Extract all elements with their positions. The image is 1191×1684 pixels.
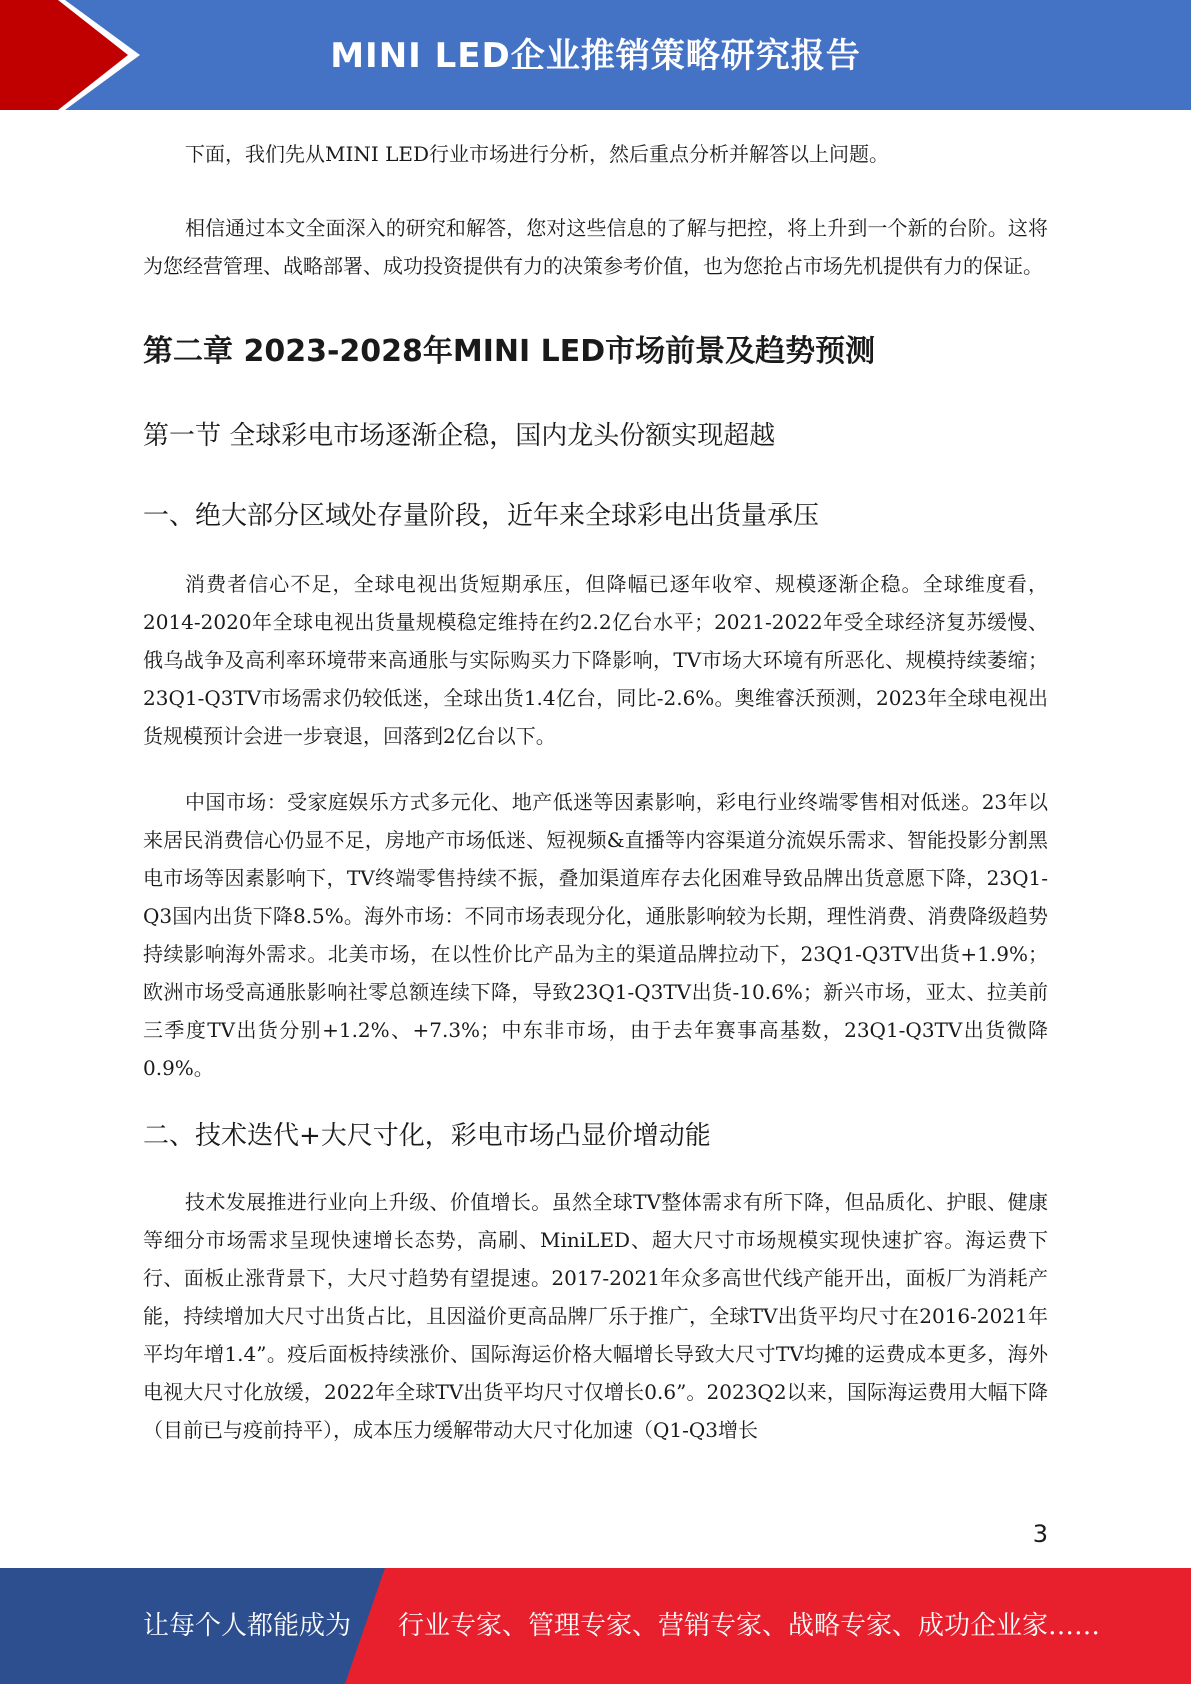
intro-paragraph-1: 下面，我们先从MINI LED行业市场进行分析，然后重点分析并解答以上问题。 <box>185 142 890 166</box>
chapter-title: 第二章 2023-2028年MINI LED市场前景及趋势预测 <box>143 334 876 369</box>
subsection-1-paragraph-1: 消费者信心不足，全球电视出货短期承压，但降幅已逐年收窄、规模逐渐企稳。全球维度看，2014-2020年全球电视出货量规模稳定维持在约2.2亿台水平；2021-2022年受全球经济复苏缓慢、俄乌战争及高利率环境带来高通胀与实际购买力下降影响，TV市场大环境有所恶化、规模持续萎缩；23Q1-Q3TV市场需求仍较低迷，全球出货1.4亿台，同比-2.6%。奥维睿沃预测，2023年全球电视出货规模预计会进一步衰退，回落到2亿台以下。 <box>143 572 1048 748</box>
page-number: 3 <box>1032 1520 1048 1548</box>
page-footer <box>0 1568 1191 1684</box>
footer-slogan-right: 行业专家、管理专家、营销专家、战略专家、成功企业家…… <box>398 1611 1101 1641</box>
subsection-2-paragraph-1: 技术发展推进行业向上升级、价值增长。虽然全球TV整体需求有所下降，但品质化、护眼、健康等细分市场需求呈现快速增长态势，高刷、MiniLED、超大尺寸市场规模实现快速扩容。海运费下行、面板止涨背景下，大尺寸趋势有望提速。2017-2021年众多高世代线产能开出，面板厂为消耗产能，持续增加大尺寸出货占比，且因溢价更高品牌厂乐于推广，全球TV出货平均尺寸在2016-2021年平均年增1.4”。疫后面板持续涨价、国际海运价格大幅增长导致大尺寸TV均摊的运费成本更多，海外电视大尺寸化放缓，2022年全球TV出货平均尺寸仅增长0.6”。2023Q2以来，国际海运费用大幅下降（目前已与疫前持平），成本压力缓解带动大尺寸化加速（Q1-Q3增长 <box>143 1190 1048 1442</box>
footer-slogan-left: 让每个人都能成为 <box>143 1611 352 1641</box>
main-content <box>143 135 1048 1449</box>
subsection-1-title: 一、绝大部分区域处存量阶段，近年来全球彩电出货量承压 <box>143 501 820 531</box>
header-title: MINI LED企业推销策略研究报告 <box>330 36 861 76</box>
subsection-1-paragraph-2: 中国市场：受家庭娱乐方式多元化、地产低迷等因素影响，彩电行业终端零售相对低迷。23年以来居民消费信心仍显不足，房地产市场低迷、短视频&直播等内容渠道分流娱乐需求、智能投影分割黑电市场等因素影响下，TV终端零售持续不振，叠加渠道库存去化困难导致品牌出货意愿下降，23Q1-Q3国内出货下降8.5%。海外市场：不同市场表现分化，通胀影响较为长期，理性消费、消费降级趋势持续影响海外需求。北美市场，在以性价比产品为主的渠道品牌拉动下，23Q1-Q3TV出货+1.9%；欧洲市场受高通胀影响社零总额连续下降，导致23Q1-Q3TV出货-10.6%；新兴市场，亚太、拉美前三季度TV出货分别+1.2%、+7.3%；中东非市场，由于去年赛事高基数，23Q1-Q3TV出货微降0.9%。 <box>143 790 1048 1080</box>
page-header <box>0 0 1191 110</box>
section-title: 第一节 全球彩电市场逐渐企稳，国内龙头份额实现超越 <box>143 421 776 451</box>
subsection-2-title: 二、技术迭代+大尺寸化，彩电市场凸显价增动能 <box>143 1121 711 1151</box>
intro-paragraph-2: 相信通过本文全面深入的研究和解答，您对这些信息的了解与把控，将上升到一个新的台阶。这将为您经营管理、战略部署、成功投资提供有力的决策参考价值，也为您抢占市场先机提供有力的保证。 <box>143 216 1048 278</box>
